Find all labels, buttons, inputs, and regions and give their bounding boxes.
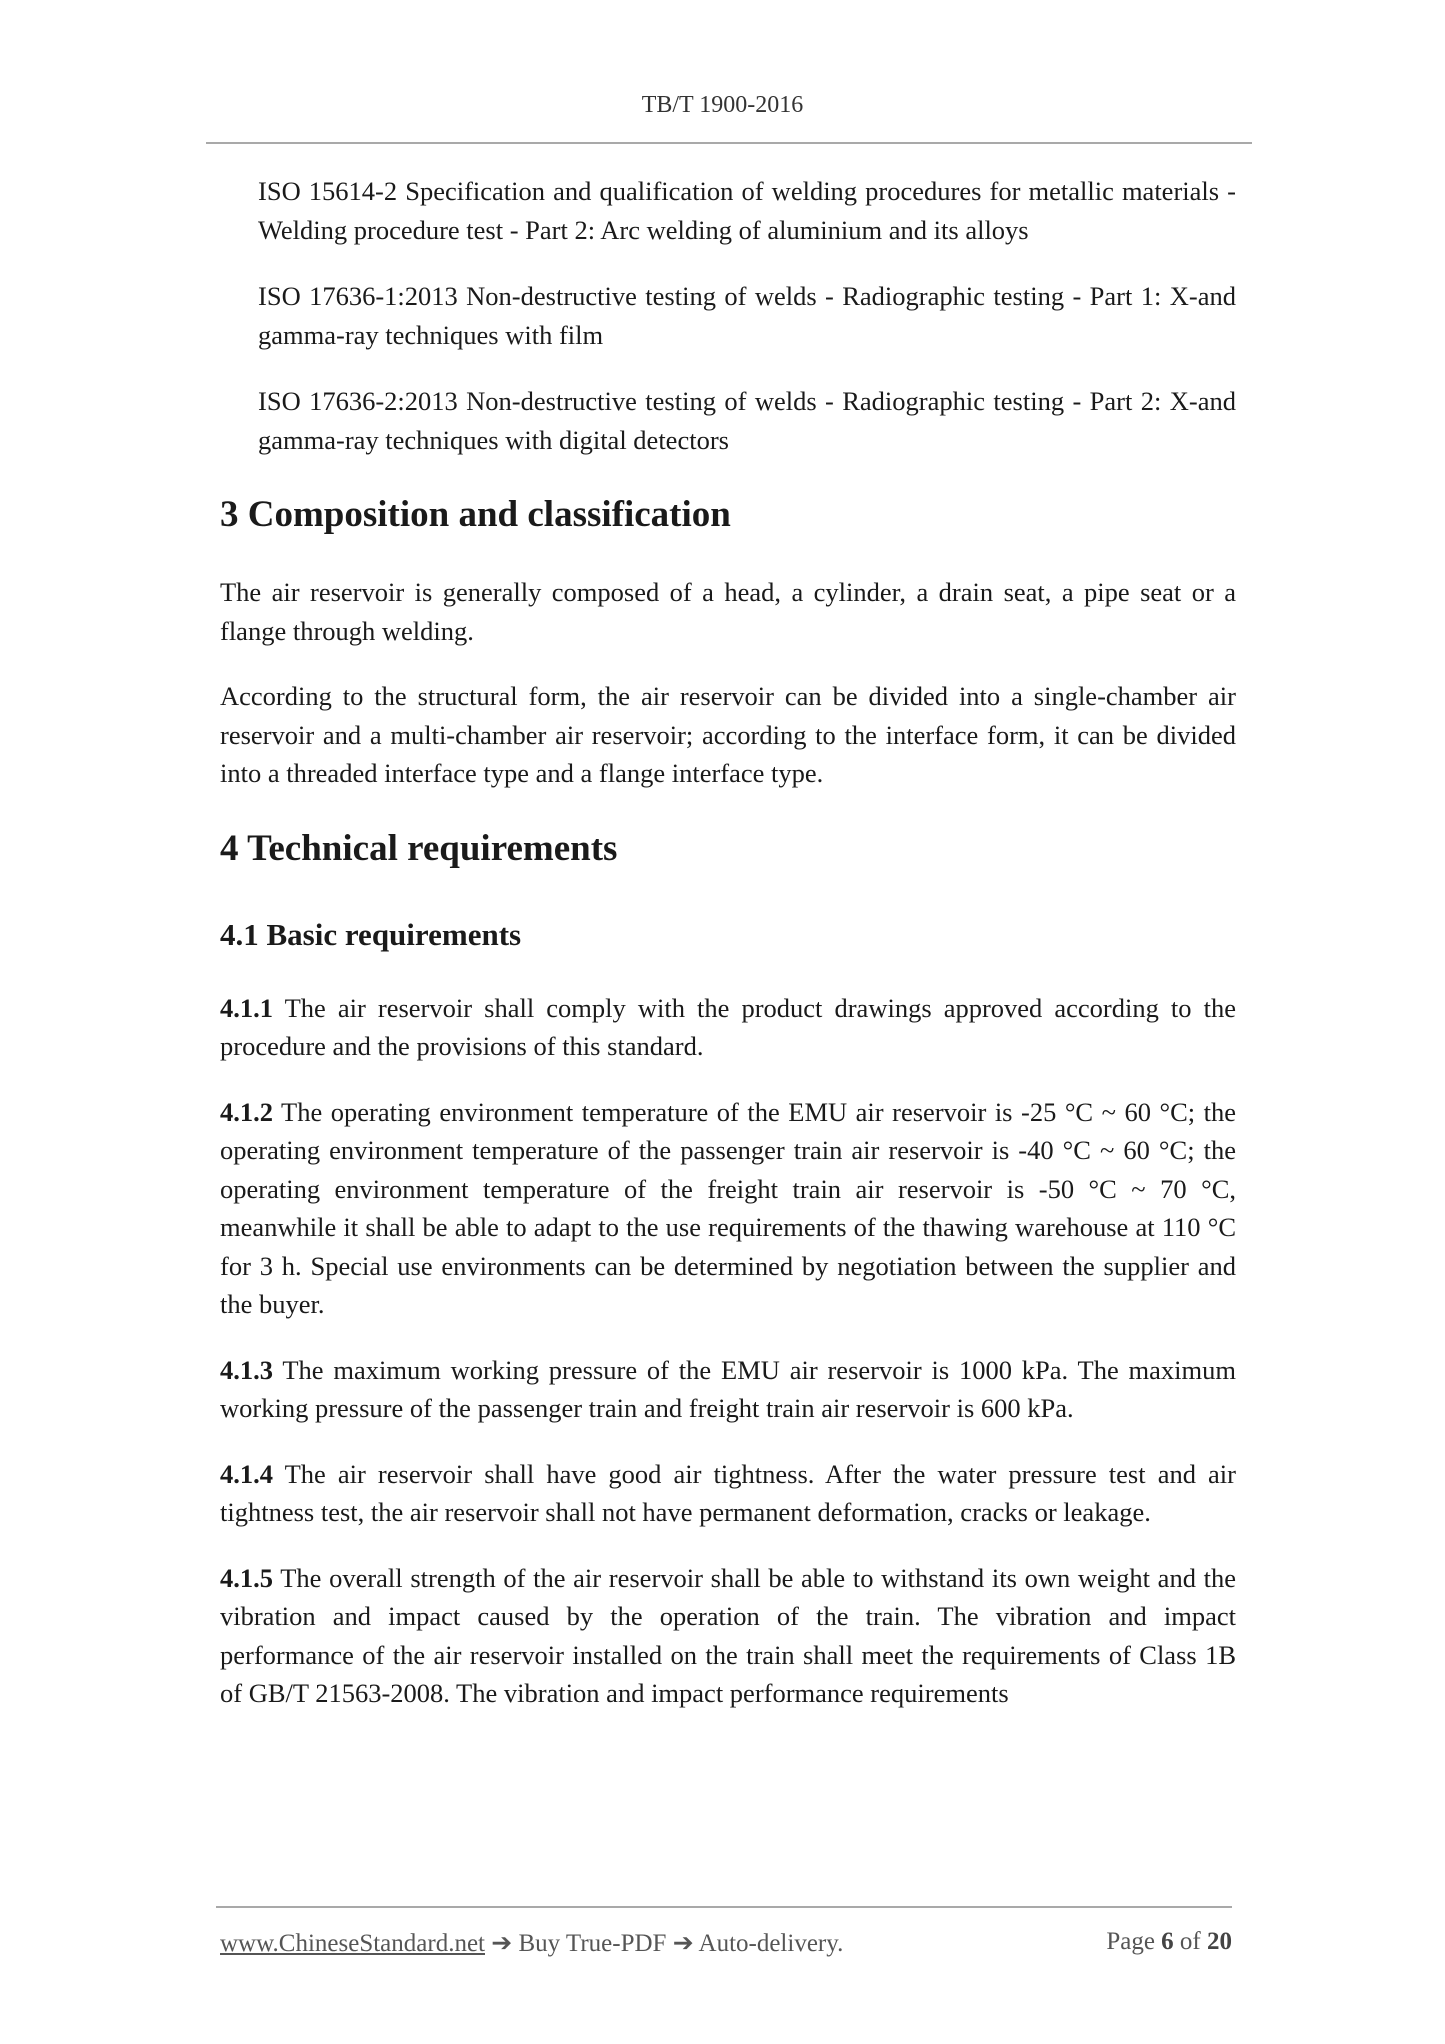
footer-divider	[216, 1906, 1232, 1908]
paragraph: The air reservoir is generally composed of a head, a cylinder, a drain seat, a pipe seat or a flange through welding.	[220, 577, 1236, 646]
arrow-right-icon: ➔	[491, 1930, 513, 1957]
page-number	[1106, 1928, 1232, 1958]
page-footer	[220, 1928, 1232, 1958]
clause-number: 4.1.2	[220, 1096, 273, 1127]
arrow-right-icon: ➔	[672, 1930, 694, 1957]
section-heading-4: 4 Technical requirements	[220, 827, 618, 869]
delivery-text: Auto-delivery.	[698, 1930, 844, 1957]
clause-number: 4.1.1	[220, 992, 273, 1023]
clause-4-1-1	[220, 989, 1236, 1066]
clause-text: The operating environment temperature of the EMU air reservoir is -25 °C ~ 60 °C; the operating environment temperature of the passenger train air reservoir is -40 °C ~ 60 °C; the operating environment temperature of the freight train air reservoir is -50 °C ~ 70 °C, meanwhile it shall be able to adapt to the use requirements of the thawing warehouse at 110 °C for 3 h. Special use environments can be determined by negotiation between the supplier and the buyer.	[220, 1096, 1236, 1319]
running-header: TB/T 1900-2016	[641, 92, 804, 118]
clause-number: 4.1.3	[220, 1354, 273, 1385]
clause-text: The overall strength of the air reservoir shall be able to withstand its own weight and the vibration and impact caused by the operation of the train. The vibration and impact performance of the air reservoir installed on the train shall meet the requirements of Class 1B of GB/T 21563-2008. The vibration and impact performance requirements	[220, 1562, 1236, 1708]
footer-promo	[220, 1928, 843, 1958]
subsection-heading-4-1: 4.1 Basic requirements	[220, 916, 522, 952]
page-body	[220, 172, 1236, 1740]
buy-text: Buy True-PDF	[518, 1930, 667, 1957]
total-pages: 20	[1207, 1928, 1232, 1955]
section-heading-3: 3 Composition and classification	[220, 494, 731, 535]
clause-number: 4.1.4	[220, 1458, 273, 1489]
clause-4-1-3	[220, 1351, 1236, 1428]
header-divider	[206, 142, 1252, 144]
clause-4-1-4	[220, 1455, 1236, 1532]
clause-4-1-5	[220, 1559, 1236, 1713]
page-label: Page	[1106, 1928, 1155, 1955]
paragraph: According to the structural form, the air reservoir can be divided into a single-chamber air reservoir and a multi-chamber air reservoir; according to the interface form, it can be divided into a threaded interface type and a flange interface type.	[220, 681, 1236, 788]
clause-number: 4.1.5	[220, 1562, 273, 1593]
reference-item: ISO 15614-2 Specification and qualification of welding procedures for metallic materials - Welding procedure test - Part 2: Arc welding of aluminium and its alloys	[258, 176, 1236, 245]
clause-4-1-2	[220, 1093, 1236, 1324]
clause-text: The air reservoir shall comply with the product drawings approved according to the procedure and the provisions of this standard.	[220, 992, 1236, 1061]
of-label: of	[1179, 1928, 1201, 1955]
clause-text: The air reservoir shall have good air tightness. After the water pressure test and air tightness test, the air reservoir shall not have permanent deformation, cracks or leakage.	[220, 1458, 1236, 1527]
clause-text: The maximum working pressure of the EMU air reservoir is 1000 kPa. The maximum working pressure of the passenger train and freight train air reservoir is 600 kPa.	[220, 1354, 1236, 1423]
current-page: 6	[1161, 1928, 1174, 1955]
reference-item: ISO 17636-1:2013 Non-destructive testing of welds - Radiographic testing - Part 1: X-and gamma-ray techniques with film	[258, 281, 1236, 350]
website-link[interactable]: www.ChineseStandard.net	[220, 1930, 485, 1957]
reference-item: ISO 17636-2:2013 Non-destructive testing of welds - Radiographic testing - Part 2: X-and gamma-ray techniques with digital detectors	[258, 386, 1236, 455]
